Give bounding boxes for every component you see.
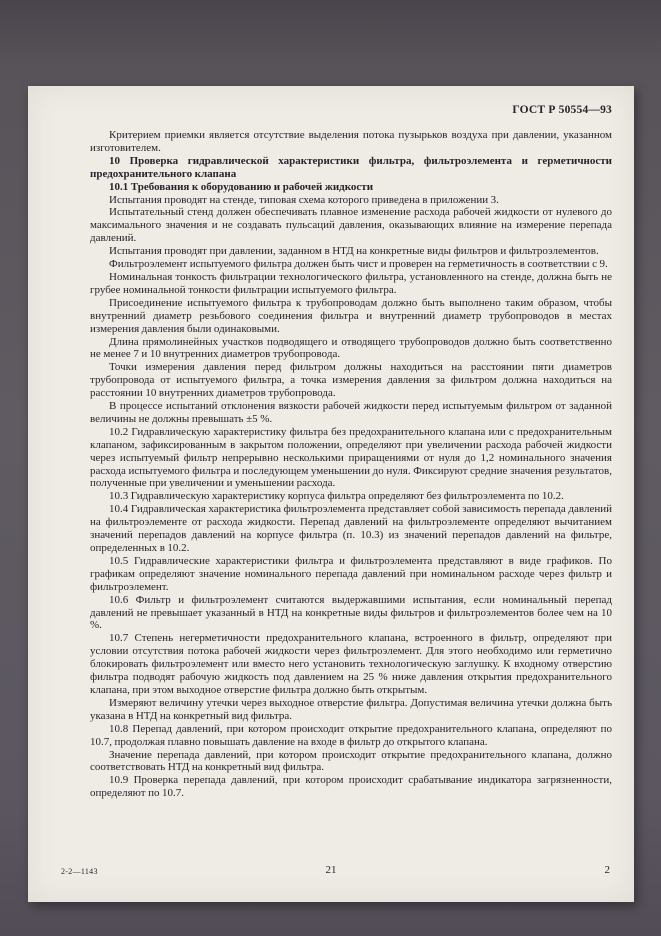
paragraph-13: 10.2 Гидравлическую характеристику фильтра без предохранительного клапана или с предохранительным клапаном, зафиксированным в закрытом положении, определяют при увеличении расхода рабочей жидкости через испытуемый фильтр непрерывно несколькими приращениями от нуля до 1,2 номинального значения расхода испытуемого фильтра и последующем уменьшении до нуля. Фиксируют средние значения результатов, полученные при увеличении и уменьшении расхода. — [90, 425, 612, 490]
paragraph-17: 10.6 Фильтр и фильтроэлемент считаются выдержавшими испытания, если номинальный перепад давлений не превышает указанный в НТД на конкретные виды фильтров и фильтроэлементов более чем на 10 %. — [90, 593, 612, 632]
paragraph-11: Точки измерения давления перед фильтром должны находиться на расстоянии пяти диаметров трубопровода от испытуемого фильтра, а точка измерения давления за фильтром должна находиться на расстоянии 10 внутренних диаметров трубопровода. — [90, 361, 612, 400]
paragraph-8: Номинальная тонкость фильтрации технологического фильтра, установленного на стенде, должна быть не грубее номинальной тонкости фильтрации испытуемого фильтра. — [90, 270, 612, 296]
paragraph-18: 10.7 Степень негерметичности предохранительного клапана, встроенного в фильтр, определяют при условии отсутствия потока рабочей жидкости через фильтроэлемент. Для этого необходимо или герметично блокировать фильтроэлемент или вместо него установить технологическую заглушку. К входному отверстию фильтра подводят рабочую жидкость под давлением на 25 % ниже давления открытия предохранительного клапана, при этом выходное отверстие фильтра должно быть открытым. — [90, 632, 612, 696]
document-page — [28, 86, 634, 902]
paragraph-19: Измеряют величину утечки через выходное отверстие фильтра. Допустимая величина утечки должна быть указана в НТД на конкретный вид фильтра. — [90, 696, 612, 722]
paragraph-21: Значение перепада давлений, при котором происходит открытие предохранительного клапана, должно соответствовать НТД на конкретный вид фильтра. — [90, 748, 612, 774]
document-header — [90, 104, 612, 116]
print-order-number: 2-2—1143 — [61, 867, 98, 876]
paragraph-20: 10.8 Перепад давлений, при котором происходит открытие предохранительного клапана, определяют по 10.7, продолжая плавно повышать давление на входе в фильтр до открытого клапана. — [90, 722, 612, 748]
paragraph-6: Испытания проводят при давлении, заданном в НТД на конкретные виды фильтров и фильтроэлементов. — [109, 245, 599, 258]
paragraph-4: Испытания проводят на стенде, типовая схема которого приведена в приложении 3. — [109, 193, 499, 206]
document-body — [90, 129, 612, 800]
paragraph-16: 10.5 Гидравлические характеристики фильтра и фильтроэлемента представляют в виде графиков. По графикам определяют значение номинального перепада давлений при номинальном расходе через фильтр и фильтроэлемент. — [90, 554, 612, 593]
paragraph-14: 10.3 Гидравлическую характеристику корпуса фильтра определяют без фильтроэлемента по 10.2. — [109, 490, 564, 503]
paragraph-12: В процессе испытаний отклонения вязкости рабочей жидкости перед испытуемым фильтром от заданной величины не должны превышать ±5 %. — [90, 400, 612, 425]
paragraph-5: Испытательный стенд должен обеспечивать плавное изменение расхода рабочей жидкости от нулевого до максимального значения и не создавать пульсаций давления, оказывающих влияние на измерение перепада давлений. — [90, 206, 612, 245]
paragraph-2: 10 Проверка гидравлической характеристики фильтра, фильтроэлемента и герметичности предохранительного клапана — [90, 154, 612, 180]
paragraph-9: Присоединение испытуемого фильтра к трубопроводам должно быть выполнено таким образом, чтобы внутренний диаметр резьбового соединения фильтра и внутренний диаметр трубопроводов в местах измерения давления были одинаковыми. — [90, 296, 612, 335]
page-footer — [28, 862, 634, 876]
paragraph-7: Фильтроэлемент испытуемого фильтра должен быть чист и проверен на герметичность в соответствии с 9. — [109, 258, 608, 271]
sheet-number: 2 — [604, 864, 610, 876]
paragraph-3: 10.1 Требования к оборудованию и рабочей жидкости — [109, 180, 374, 193]
paragraph-10: Длина прямолинейных участков подводящего и отводящего трубопроводов должно быть соответственно не менее 7 и 10 внутренних диаметров трубопровода. — [90, 335, 612, 361]
paragraph-1: Критерием приемки является отсутствие выделения потока пузырьков воздуха при давлении, указанном изготовителем. — [90, 129, 612, 154]
paragraph-22: 10.9 Проверка перепада давлений, при котором происходит срабатывание индикатора загрязненности, определяют по 10.7. — [90, 774, 612, 800]
page-number: 21 — [325, 864, 337, 876]
paragraph-15: 10.4 Гидравлическая характеристика фильтроэлемента представляет собой зависимость перепада давлений на фильтроэлементе от расхода жидкости. Перепад давлений на фильтроэлементе определяют вычитанием значений перепадов давлений на корпусе фильтра (п. 10.3) из значений перепадов давлений на фильтре, определенных в 10.2. — [90, 503, 612, 554]
standard-number: ГОСТ Р 50554—93 — [512, 104, 612, 116]
